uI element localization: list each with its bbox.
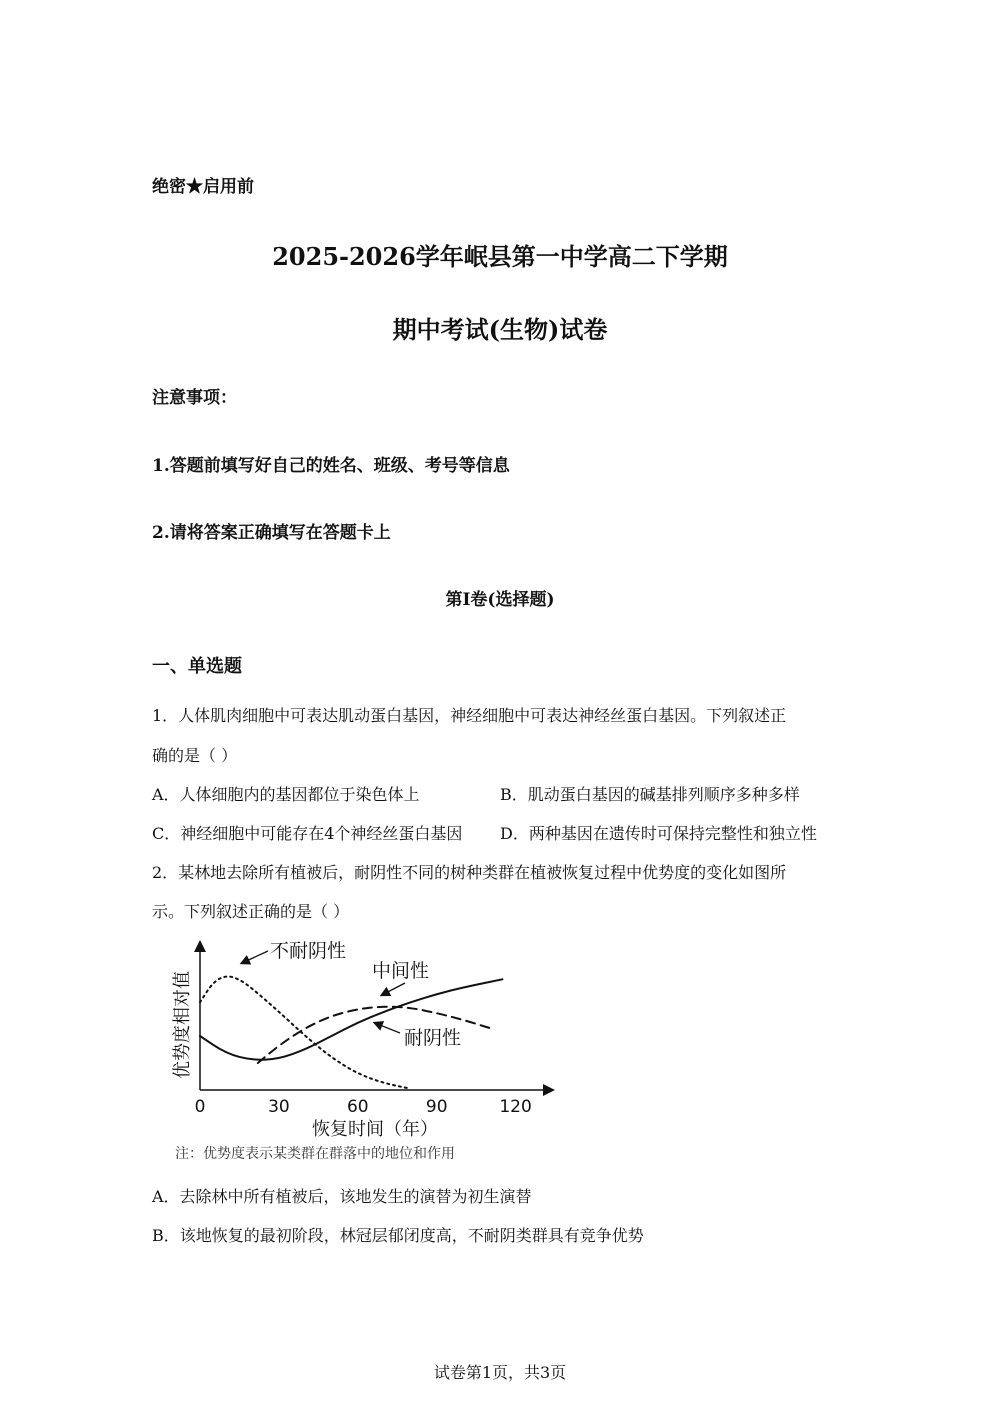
x-tick-label: 60	[346, 1097, 369, 1117]
x-tick-label: 0	[194, 1097, 206, 1117]
series-label-shade-intolerant: 不耐阴性	[270, 940, 347, 962]
question-1-stem: 1．人体肌肉细胞中可表达肌动蛋白基因，神经细胞中可表达神经丝蛋白基因。下列叙述正	[152, 706, 787, 725]
volume-heading: 第I卷(选择题)	[445, 590, 555, 610]
question-2-stem: 2．某林地去除所有植被后，耐阴性不同的树种类群在植被恢复过程中优势度的变化如图所	[152, 863, 787, 882]
page-footer: 试卷第1页，共3页	[433, 1363, 567, 1382]
x-tick-label: 120	[499, 1097, 532, 1117]
x-tick-label: 30	[268, 1097, 290, 1117]
notice-item: 1.答题前填写好自己的姓名、班级、考号等信息	[152, 456, 510, 476]
series-label-shade-tolerant: 耐阴性	[404, 1027, 462, 1049]
question-1-stem-cont: 确的是（ ）	[152, 746, 238, 765]
y-axis-label: 优势度相对值	[172, 971, 193, 1079]
figure-note: 注：优势度表示某类群在群落中的地位和作用	[175, 1146, 455, 1162]
question-1-option-b: B．肌动蛋白基因的碱基排列顺序多种多样	[500, 785, 800, 804]
series-arrow-intermediate	[382, 983, 405, 995]
exam-title: 2025-2026学年岷县第一中学高二下学期	[272, 242, 728, 271]
notice-heading: 注意事项：	[152, 388, 237, 408]
succession-chart	[160, 935, 560, 1140]
x-tick-label: 90	[425, 1097, 448, 1117]
series-arrow-shade-intolerant	[242, 951, 268, 963]
question-1-option-d: D．两种基因在遗传时可保持完整性和独立性	[500, 824, 817, 843]
confidential-label: 绝密★启用前	[152, 177, 254, 197]
series-line-0	[200, 977, 410, 1089]
question-2-option-b: B．该地恢复的最初阶段，林冠层郁闭度高，不耐阴类群具有竞争优势	[152, 1226, 644, 1245]
series-arrow-shade-tolerant	[375, 1023, 400, 1033]
question-2-option-a: A．去除林中所有植被后，该地发生的演替为初生演替	[152, 1187, 532, 1206]
section-heading: 一、单选题	[152, 656, 242, 677]
exam-subtitle: 期中考试(生物)试卷	[392, 315, 608, 344]
x-axis-label: 恢复时间（年）	[312, 1119, 438, 1140]
question-1-option-c: C．神经细胞中可能存在4个神经丝蛋白基因	[152, 824, 463, 843]
notice-item: 2.请将答案正确填写在答题卡上	[152, 523, 391, 543]
question-2-stem-cont: 示。下列叙述正确的是（ ）	[152, 902, 350, 921]
series-label-intermediate: 中间性	[372, 960, 430, 982]
question-1-option-a: A．人体细胞内的基因都位于染色体上	[152, 785, 420, 804]
